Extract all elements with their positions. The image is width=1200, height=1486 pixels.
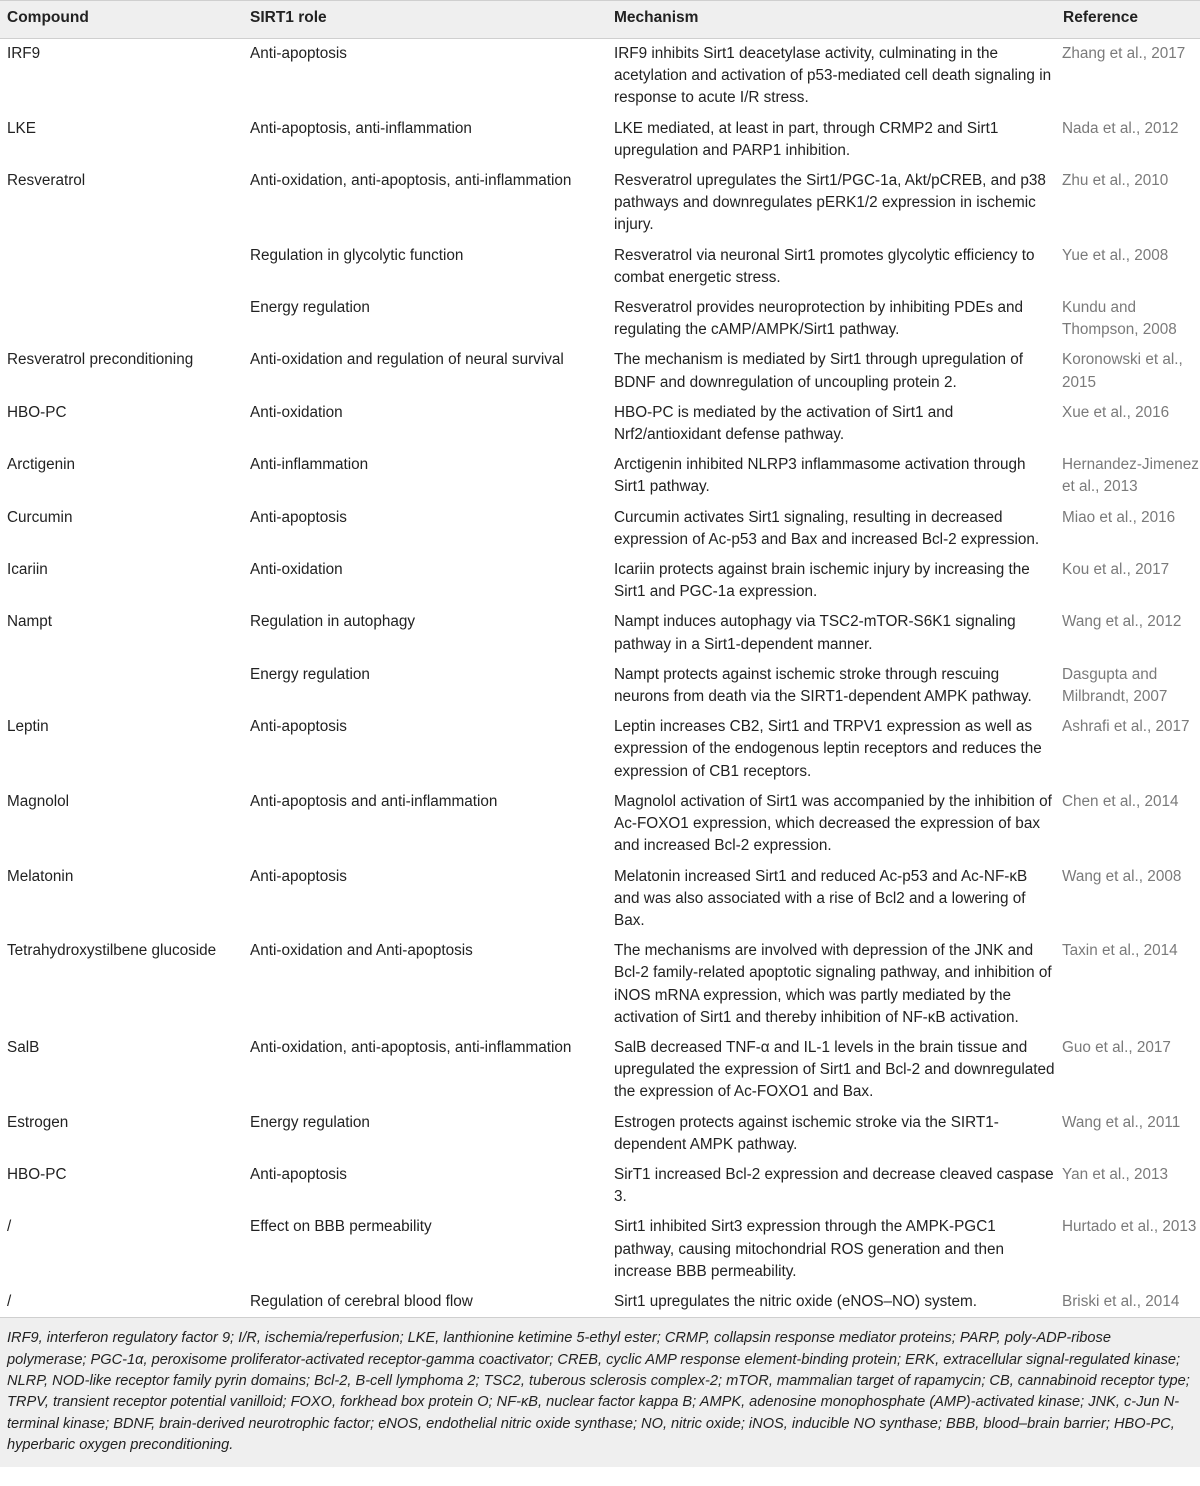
cell-compound: Icariin — [7, 561, 48, 579]
cell-compound: Magnolol — [7, 792, 70, 810]
cell-mechanism: Nampt induces autophagy via TSC2-mTOR-S6K1 signaling pathway in a Sirt1-dependent manner. — [614, 613, 1016, 653]
cell-mechanism: Resveratrol via neuronal Sirt1 promotes glycolytic efficiency to combat energetic stress. — [614, 246, 1035, 286]
cell-compound — [0, 241, 243, 293]
table-row — [0, 398, 1200, 450]
header-sirt1-role: SIRT1 role — [243, 1, 607, 39]
table-row — [0, 660, 1200, 712]
cell-mechanism: Leptin increases CB2, Sirt1 and TRPV1 expression as well as expression of the endogenous leptin receptors and reduces the expression of CB1 receptors. — [614, 718, 1042, 780]
cell-mechanism: Arctigenin inhibited NLRP3 inflammasome activation through Sirt1 pathway. — [614, 456, 1026, 496]
table-row — [0, 1287, 1200, 1318]
cell-compound: Estrogen — [7, 1113, 69, 1131]
cell-compound: Tetrahydroxystilbene glucoside — [7, 942, 217, 960]
cell-reference: Kou et al., 2017 — [1062, 561, 1170, 579]
cell-mechanism: Magnolol activation of Sirt1 was accompanied by the inhibition of Ac-FOXO1 expression, which decreased the expression of bax and increased Bcl-2 expression. — [614, 792, 1052, 855]
table-header — [0, 1, 1200, 39]
cell-mechanism: SalB decreased TNF-α and IL-1 levels in the brain tissue and upregulated the expression of Sirt1 and Bcl-2 and downregulated the expression of Ac-FOXO1 and Bax. — [614, 1038, 1055, 1101]
table-row — [0, 1108, 1200, 1160]
cell-mechanism: SirT1 increased Bcl-2 expression and decrease cleaved caspase 3. — [614, 1165, 1054, 1206]
cell-mechanism: The mechanisms are involved with depression of the JNK and Bcl-2 family-related apoptotic signaling pathway, and inhibition of iNOS mRNA expression, which was partly mediated by the activation of Sirt1 and thereby inhibition of NF-κB activation. — [614, 942, 1052, 1026]
cell-sirt1-role: Regulation in glycolytic function — [250, 246, 464, 264]
cell-reference: Zhu et al., 2010 — [1062, 172, 1169, 190]
table-row — [0, 1212, 1200, 1287]
cell-sirt1-role: Effect on BBB permeability — [250, 1218, 432, 1236]
cell-reference: Koronowski et al., 2015 — [1062, 351, 1183, 391]
cell-mechanism: IRF9 inhibits Sirt1 deacetylase activity, culminating in the acetylation and activation of p53-mediated cell death signaling in response to acute I/R stress. — [614, 45, 1052, 107]
table-row — [0, 936, 1200, 1033]
cell-sirt1-role: Energy regulation — [250, 1113, 370, 1131]
cell-sirt1-role: Anti-oxidation — [250, 403, 343, 421]
header-compound: Compound — [0, 1, 243, 39]
cell-compound: Nampt — [7, 613, 53, 631]
cell-mechanism: Melatonin increased Sirt1 and reduced Ac-p53 and Ac-NF-κB and was also associated with a rise of Bcl2 and a lowering of Bax. — [614, 867, 1028, 929]
cell-reference: Ashrafi et al., 2017 — [1062, 718, 1190, 736]
cell-compound: HBO-PC — [7, 1165, 67, 1183]
table-row — [0, 555, 1200, 607]
cell-sirt1-role: Anti-apoptosis — [250, 867, 347, 885]
cell-sirt1-role: Anti-oxidation and Anti-apoptosis — [250, 942, 473, 960]
cell-compound: Arctigenin — [7, 456, 76, 474]
cell-reference: Wang et al., 2011 — [1062, 1113, 1181, 1131]
cell-sirt1-role: Anti-apoptosis, anti-inflammation — [250, 119, 472, 137]
cell-mechanism: HBO-PC is mediated by the activation of Sirt1 and Nrf2/antioxidant defense pathway. — [614, 403, 954, 444]
table-row — [0, 862, 1200, 937]
table-row — [0, 503, 1200, 555]
cell-compound — [0, 293, 243, 345]
cell-reference: Hurtado et al., 2013 — [1062, 1218, 1197, 1236]
cell-reference: Nada et al., 2012 — [1062, 119, 1179, 137]
cell-mechanism: Resveratrol provides neuroprotection by inhibiting PDEs and regulating the cAMP/AMPK/Sirt1 pathway. — [614, 299, 1023, 339]
table-footnote: IRF9, interferon regulatory factor 9; I/R, ischemia/reperfusion; LKE, lanthionine ketimine 5-ethyl ester; CRMP, collapsin response mediator proteins; PARP, poly-ADP-ribose polymerase; PGC-1α, peroxisome proliferator-activated receptor-gamma coactivator; CREB, cyclic AMP response element-binding protein; ERK, extracellular signal-regulated kinase; NLRP, NOD-like receptor family pyrin domains; Bcl-2, B-cell lymphoma 2; TSC2, tuberous sclerosis complex-2; mTOR, mammalian target of rapamycin; CB, cannabinoid receptor type; TRPV, transient receptor potential vanilloid; FOXO, forkhead box protein O; NF-κB, nuclear factor kappa B; AMPK, adenosine monophosphate (AMP)-activated kinase; JNK, c-Jun N-terminal kinase; BDNF, brain-derived neurotrophic factor; eNOS, endothelial nitric oxide synthase; NO, nitric oxide; iNOS, inducible NO synthase; BBB, blood–brain barrier; HBO-PC, hyperbaric oxygen preconditioning. — [0, 1318, 1200, 1466]
cell-sirt1-role: Regulation in autophagy — [250, 613, 415, 631]
cell-reference: Yue et al., 2008 — [1062, 246, 1169, 264]
cell-reference: Chen et al., 2014 — [1062, 792, 1179, 810]
cell-compound — [0, 660, 243, 712]
table-row — [0, 293, 1200, 345]
cell-mechanism: The mechanism is mediated by Sirt1 through upregulation of BDNF and downregulation of uncoupling protein 2. — [614, 351, 1023, 391]
cell-sirt1-role: Regulation of cerebral blood flow — [243, 1287, 607, 1318]
cell-sirt1-role: Anti-inflammation — [250, 456, 369, 474]
cell-sirt1-role: Anti-oxidation — [250, 561, 343, 579]
cell-sirt1-role: Energy regulation — [250, 299, 370, 317]
table-row — [0, 450, 1200, 502]
table-body — [0, 39, 1200, 1318]
cell-reference: Briski et al., 2014 — [1056, 1287, 1200, 1318]
table-row — [0, 345, 1200, 397]
cell-reference: Hernandez-Jimenez et al., 2013 — [1062, 456, 1199, 496]
table-row — [0, 1160, 1200, 1212]
header-mechanism: Mechanism — [607, 1, 1056, 39]
cell-compound: LKE — [7, 119, 36, 137]
cell-mechanism: Nampt protects against ischemic stroke through rescuing neurons from death via the SIRT1-dependent AMPK pathway. — [614, 665, 1032, 706]
cell-sirt1-role: Anti-apoptosis — [250, 508, 347, 526]
table-row — [0, 712, 1200, 787]
cell-reference: Taxin et al., 2014 — [1062, 942, 1178, 960]
cell-sirt1-role: Anti-apoptosis — [250, 45, 347, 62]
cell-sirt1-role: Anti-apoptosis — [250, 1165, 347, 1183]
cell-mechanism: LKE mediated, at least in part, through CRMP2 and Sirt1 upregulation and PARP1 inhibition. — [614, 119, 999, 159]
cell-reference: Wang et al., 2008 — [1062, 867, 1182, 885]
cell-mechanism: Resveratrol upregulates the Sirt1/PGC-1a, Akt/pCREB, and p38 pathways and downregulates pERK1/2 expression in ischemic injury. — [614, 172, 1046, 234]
cell-reference: Zhang et al., 2017 — [1062, 45, 1186, 62]
table-row — [0, 787, 1200, 862]
cell-sirt1-role: Anti-oxidation, anti-apoptosis, anti-inflammation — [250, 172, 572, 190]
table-row — [0, 166, 1200, 241]
cell-compound: Resveratrol — [7, 172, 86, 190]
cell-sirt1-role: Anti-apoptosis and anti-inflammation — [250, 792, 498, 810]
cell-reference: Dasgupta and Milbrandt, 2007 — [1062, 665, 1168, 706]
cell-mechanism: Sirt1 inhibited Sirt3 expression through the AMPK-PGC1 pathway, causing mitochondrial ROS generation and then increase BBB permeability. — [614, 1218, 1005, 1280]
cell-mechanism: Sirt1 upregulates the nitric oxide (eNOS–NO) system. — [607, 1287, 1056, 1318]
cell-sirt1-role: Anti-apoptosis — [250, 718, 347, 736]
table-row — [0, 39, 1200, 114]
header-reference: Reference — [1056, 1, 1200, 39]
cell-reference: Miao et al., 2016 — [1062, 508, 1176, 526]
table-row — [0, 607, 1200, 659]
cell-sirt1-role: Anti-oxidation, anti-apoptosis, anti-inflammation — [250, 1038, 572, 1056]
cell-compound: SalB — [7, 1038, 40, 1056]
cell-compound: Melatonin — [7, 867, 74, 885]
cell-sirt1-role: Anti-oxidation and regulation of neural survival — [250, 351, 564, 369]
table-row — [0, 1033, 1200, 1108]
cell-mechanism: Estrogen protects against ischemic stroke via the SIRT1-dependent AMPK pathway. — [614, 1113, 999, 1153]
cell-compound: IRF9 — [7, 45, 41, 62]
cell-compound: Curcumin — [7, 508, 73, 526]
cell-sirt1-role: Energy regulation — [250, 665, 370, 683]
cell-compound: / — [7, 1218, 12, 1236]
cell-reference: Wang et al., 2012 — [1062, 613, 1182, 631]
cell-compound: HBO-PC — [7, 403, 67, 421]
cell-reference: Kundu and Thompson, 2008 — [1062, 299, 1177, 339]
cell-mechanism: Icariin protects against brain ischemic injury by increasing the Sirt1 and PGC-1a expression. — [614, 561, 1030, 601]
cell-compound: Resveratrol preconditioning — [7, 351, 194, 369]
cell-mechanism: Curcumin activates Sirt1 signaling, resulting in decreased expression of Ac-p53 and Bax and increased Bcl-2 expression. — [614, 508, 1040, 548]
cell-reference: Xue et al., 2016 — [1062, 403, 1170, 421]
cell-compound: / — [0, 1287, 243, 1318]
header-row — [0, 1, 1200, 39]
cell-reference: Yan et al., 2013 — [1062, 1165, 1169, 1183]
cell-reference: Guo et al., 2017 — [1062, 1038, 1171, 1056]
table-row — [0, 114, 1200, 166]
cell-compound: Leptin — [7, 718, 49, 736]
table-row — [0, 241, 1200, 293]
